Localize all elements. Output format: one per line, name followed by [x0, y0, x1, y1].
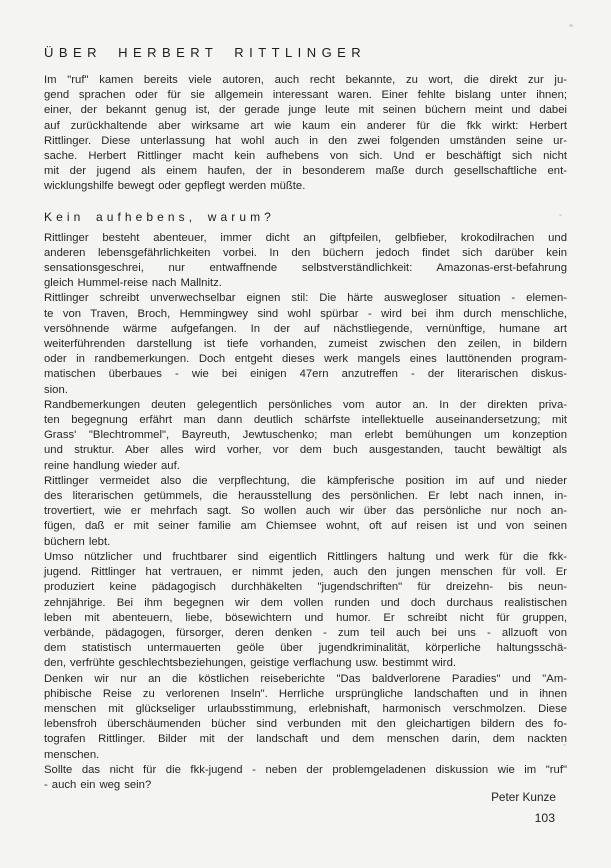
text-line: verbände, pädagogen, fürsorger, deren denken - zum teil auch bei uns - allzuoft von: [44, 626, 567, 639]
text-line: Grass' "Blechtrommel", Bayreuth, Jewtuschenko; man erlebt bemühungen um konzeption: [44, 429, 567, 442]
text-line: jugend. Rittlinger hat vertrauen, er nimmt jeden, auch den jungen menschen für voll. Er: [44, 566, 567, 579]
body-paragraph: [44, 672, 567, 763]
text-line: te von Traven, Broch, Hemmingwey sind wohl spürbar - wird bei ihm durch menschliche,: [44, 307, 567, 320]
text-line: matischen überbaues - wie bei einigen 47ern anzutreffen - der literarischen diskus-: [44, 368, 567, 381]
scan-speck: [559, 214, 562, 216]
text-line: fügen, daß er mit seiner familie am Chiemsee wohnt, oft auf reisen ist und von seinen: [44, 520, 567, 533]
text-line: Denken wir nur an die köstlichen reiseberichte "Das baldverlorene Paradies" und "Am-: [44, 672, 567, 685]
text-line: weiterführenden darstellung ist tiefe vorhanden, zumeist zwischen den zeilen, in bildern: [44, 338, 567, 351]
text-line: anderen lebensgefährlichkeiten vorbei. In den büchern jedoch findet sich darüber kein: [44, 246, 567, 259]
text-line: Sollte das nicht für die fkk-jugend - neben der problemgeladenen diskussion wie im "ruf": [44, 763, 567, 776]
scan-speck: [569, 24, 573, 27]
text-line: sensationsgeschrei, nur entwaffnende selbstverständlichkeit: Amazonas-erst-befahrung: [44, 262, 567, 275]
text-line: oder in randbemerkungen. Doch entgeht dieses werk mangels eines lauttönenden program-: [44, 353, 567, 366]
text-line: büchern lebt.: [44, 535, 111, 548]
text-line: phibische Reise zu verlorenen Inseln". Herrliche ursprüngliche landschaften und in ihnen: [44, 687, 567, 700]
text-line: zehnjährige. Bei ihm begegnen wir dem vollen runden und doch durchaus realistischen: [44, 596, 567, 609]
text-line: ten begegnung erfährt man dann deutlich schärfste intellektuelle auseinandersetzung; mit: [44, 414, 567, 427]
text-line: Im "ruf" kamen bereits viele autoren, auch recht bekannte, zu wort, die direkt zur ju-: [44, 74, 567, 86]
text-line: menschen.: [44, 748, 100, 761]
scan-speck: [563, 744, 566, 746]
article-body: [44, 231, 567, 794]
text-line: tografen Rittlinger. Bilder mit der landschaft und dem menschen darin, dem nackten: [44, 733, 567, 746]
body-paragraph: [44, 291, 567, 397]
body-paragraph: [44, 550, 567, 672]
text-line: dem statistisch untermauerten geöle über jugendkriminalität, körperliche haltungsschä-: [44, 642, 567, 655]
text-line: leben mit abenteuern, liebe, bösewichtern und humor. Er schreibt nicht für gruppen,: [44, 611, 567, 624]
author-signature: Peter Kunze: [491, 790, 556, 805]
text-line: produziert keine pädagogisch durchhäkelten "jugendschriften" für dreizehn- bis neun-: [44, 581, 567, 594]
text-line: Randbemerkungen deuten gelegentlich persönliches vom autor an. In der direkten priva-: [44, 398, 567, 411]
text-line: reine handlung wieder auf.: [44, 459, 180, 472]
text-line: einer, der bekannt genug ist, der gerade junge leute mit seinen büchern meint und dabei: [44, 104, 567, 117]
body-paragraph: [44, 231, 567, 292]
text-line: Rittlinger. Diese unterlassung hat wohl auch in den zwei folgenden umständen seine ur-: [44, 134, 567, 147]
section-heading: Kein aufhebens, warum?: [44, 209, 275, 224]
text-line: und struktur. Aber alles wird vorher, vor dem buch ausgestanden, taucht bewältigt als: [44, 444, 567, 457]
text-line: den, verfrühte geschlechtsbeziehungen, geistige verflachung usw. bestimmt wird.: [44, 657, 456, 670]
body-paragraph: [44, 474, 567, 550]
text-line: gend sprachen oder für sie allgemein interessant waren. Einer fehlte bislang unter ihnen;: [44, 89, 567, 102]
text-line: trovertiert, wie er mehrfach sagt. So wollen auch wir über das persönliche nur noch an-: [44, 505, 567, 518]
text-line: wicklungshilfe bewegt oder gepflegt werden müßte.: [44, 180, 306, 193]
page-number: 103: [534, 811, 555, 826]
article-title: ÜBER HERBERT RITTLINGER: [44, 45, 367, 60]
text-line: des literarischen getümmels, die herausstellung des persönlichen. Er lebt nach innen, in-: [44, 490, 567, 503]
text-line: lebensfroh überschäumenden bücher sind verbunden mit den gleichartigen bildern des fo-: [44, 718, 567, 731]
body-paragraph: [44, 763, 567, 793]
text-line: versöhnende wärme aufgefangen. In der auf nächstliegende, vernünftige, humane art: [44, 322, 567, 335]
text-line: Rittlinger besteht abenteuer, immer dicht an giftpfeilen, gelbfieber, krokodilrachen und: [44, 231, 567, 244]
text-line: mit der jugend als einem haufen, der in besonderem maße durch gesellschaftliche ent-: [44, 165, 567, 178]
body-paragraph: [44, 398, 567, 474]
text-line: sion.: [44, 383, 68, 396]
text-line: Rittlinger schreibt unverwechselbar eignen stil: Die härte auswegloser situation - elemen-: [44, 292, 567, 305]
intro-paragraph: [44, 73, 567, 195]
text-line: sache. Herbert Rittlinger macht kein aufhebens von sich. Und er beschäftigt sich nicht: [44, 150, 567, 163]
text-line: Umso nützlicher und fruchtbarer sind eigentlich Rittlingers haltung und werk für die fkk-: [44, 550, 567, 563]
text-line: gleich Hummel-reise nach Mallnitz.: [44, 277, 222, 290]
text-line: - auch ein weg sein?: [44, 778, 152, 791]
text-line: Rittlinger vermeidet also die verpflechtung, die kämpferische position im auf und nieder: [44, 474, 567, 487]
text-line: menschen mit glückseliger urlaubsstimmung, erlebnishaft, harmonisch verschmolzen. Diese: [44, 702, 567, 715]
text-line: auf zurückhaltende aber wirksame art wie kaum ein anderer für die fkk wirkt: Herbert: [44, 119, 567, 132]
